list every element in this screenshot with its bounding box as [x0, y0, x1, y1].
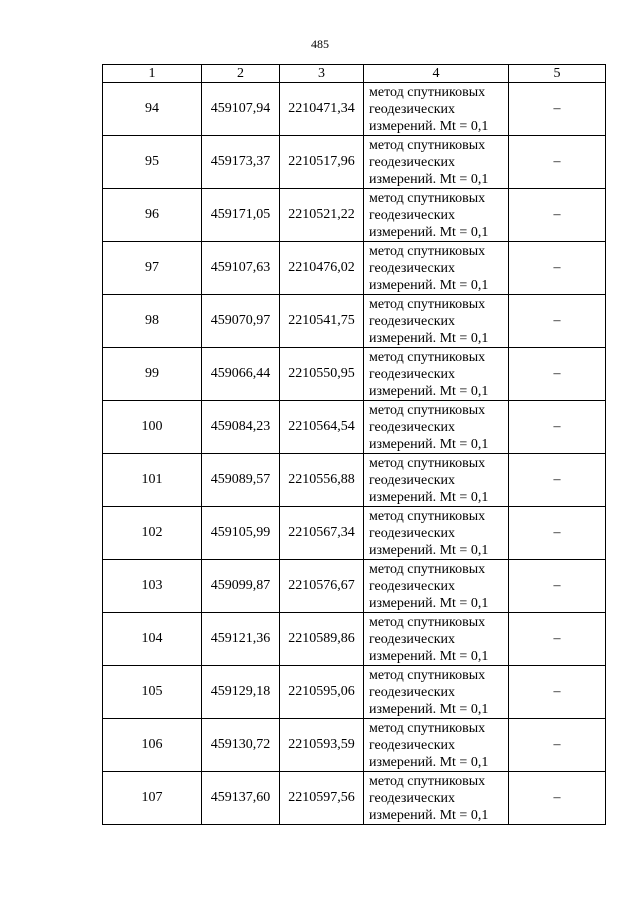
method-line-2: геодезических — [369, 207, 456, 223]
coordinate-y: 2210471,34 — [280, 83, 364, 136]
note-cell: – — [509, 83, 606, 136]
method-line-2: геодезических — [369, 260, 456, 276]
point-number: 100 — [103, 401, 202, 454]
method-line-3: измерений. Mt = 0,1 — [369, 648, 489, 664]
table-header-row — [103, 65, 606, 83]
measurement-method — [364, 242, 509, 295]
method-line-3: измерений. Mt = 0,1 — [369, 754, 489, 770]
method-line-2: геодезических — [369, 313, 456, 329]
coordinate-x: 459099,87 — [202, 560, 280, 613]
coordinate-y: 2210576,67 — [280, 560, 364, 613]
coordinates-table — [102, 64, 606, 825]
point-number: 99 — [103, 348, 202, 401]
method-line-2: геодезических — [369, 419, 456, 435]
method-line-1: метод спутниковых — [369, 773, 486, 789]
method-line-2: геодезических — [369, 101, 456, 117]
method-line-3: измерений. Mt = 0,1 — [369, 277, 489, 293]
method-line-1: метод спутниковых — [369, 243, 486, 259]
measurement-method — [364, 136, 509, 189]
method-line-1: метод спутниковых — [369, 84, 486, 100]
coordinate-x: 459107,63 — [202, 242, 280, 295]
coordinate-x: 459129,18 — [202, 666, 280, 719]
point-number: 104 — [103, 613, 202, 666]
measurement-method — [364, 454, 509, 507]
method-line-3: измерений. Mt = 0,1 — [369, 383, 489, 399]
method-line-2: геодезических — [369, 366, 456, 382]
measurement-method — [364, 295, 509, 348]
coordinate-x: 459173,37 — [202, 136, 280, 189]
table-row — [103, 401, 606, 454]
table-row — [103, 772, 606, 825]
note-cell: – — [509, 507, 606, 560]
method-line-1: метод спутниковых — [369, 402, 486, 418]
table-row — [103, 242, 606, 295]
method-line-2: геодезических — [369, 578, 456, 594]
note-cell: – — [509, 772, 606, 825]
method-line-3: измерений. Mt = 0,1 — [369, 807, 489, 823]
table-row — [103, 83, 606, 136]
measurement-method — [364, 348, 509, 401]
measurement-method — [364, 507, 509, 560]
table-row — [103, 348, 606, 401]
coordinate-x: 459066,44 — [202, 348, 280, 401]
coordinate-x: 459137,60 — [202, 772, 280, 825]
point-number: 101 — [103, 454, 202, 507]
table-row — [103, 719, 606, 772]
page-number: 485 — [311, 37, 329, 51]
measurement-method — [364, 772, 509, 825]
coordinate-y: 2210517,96 — [280, 136, 364, 189]
method-line-2: геодезических — [369, 684, 456, 700]
note-cell: – — [509, 348, 606, 401]
method-line-1: метод спутниковых — [369, 455, 486, 471]
note-cell: – — [509, 719, 606, 772]
coordinate-y: 2210564,54 — [280, 401, 364, 454]
measurement-method — [364, 401, 509, 454]
coordinate-y: 2210589,86 — [280, 613, 364, 666]
note-cell: – — [509, 189, 606, 242]
method-line-2: геодезических — [369, 525, 456, 541]
method-line-1: метод спутниковых — [369, 667, 486, 683]
coordinate-x: 459171,05 — [202, 189, 280, 242]
column-header-1: 1 — [103, 65, 202, 83]
coordinate-y: 2210567,34 — [280, 507, 364, 560]
coordinate-x: 459105,99 — [202, 507, 280, 560]
point-number: 95 — [103, 136, 202, 189]
method-line-3: измерений. Mt = 0,1 — [369, 330, 489, 346]
note-cell: – — [509, 454, 606, 507]
table-row — [103, 507, 606, 560]
point-number: 97 — [103, 242, 202, 295]
method-line-1: метод спутниковых — [369, 349, 486, 365]
method-line-3: измерений. Mt = 0,1 — [369, 224, 489, 240]
method-line-1: метод спутниковых — [369, 508, 486, 524]
point-number: 105 — [103, 666, 202, 719]
coordinate-y: 2210556,88 — [280, 454, 364, 507]
table-row — [103, 454, 606, 507]
column-header-4: 4 — [364, 65, 509, 83]
measurement-method — [364, 666, 509, 719]
point-number: 98 — [103, 295, 202, 348]
note-cell: – — [509, 401, 606, 454]
method-line-1: метод спутниковых — [369, 561, 486, 577]
column-header-2: 2 — [202, 65, 280, 83]
point-number: 107 — [103, 772, 202, 825]
measurement-method — [364, 560, 509, 613]
coordinate-x: 459089,57 — [202, 454, 280, 507]
point-number: 94 — [103, 83, 202, 136]
method-line-3: измерений. Mt = 0,1 — [369, 118, 489, 134]
table-body — [103, 83, 606, 825]
coordinate-y: 2210593,59 — [280, 719, 364, 772]
coordinate-x: 459130,72 — [202, 719, 280, 772]
method-line-1: метод спутниковых — [369, 137, 486, 153]
method-line-1: метод спутниковых — [369, 720, 486, 736]
coordinate-x: 459070,97 — [202, 295, 280, 348]
note-cell: – — [509, 136, 606, 189]
table-row — [103, 136, 606, 189]
coordinate-y: 2210476,02 — [280, 242, 364, 295]
note-cell: – — [509, 613, 606, 666]
note-cell: – — [509, 295, 606, 348]
method-line-1: метод спутниковых — [369, 614, 486, 630]
measurement-method — [364, 189, 509, 242]
column-header-5: 5 — [509, 65, 606, 83]
coordinate-y: 2210595,06 — [280, 666, 364, 719]
method-line-2: геодезических — [369, 154, 456, 170]
measurement-method — [364, 719, 509, 772]
point-number: 102 — [103, 507, 202, 560]
point-number: 103 — [103, 560, 202, 613]
note-cell: – — [509, 560, 606, 613]
table-row — [103, 666, 606, 719]
coordinate-y: 2210541,75 — [280, 295, 364, 348]
table-row — [103, 613, 606, 666]
column-header-3: 3 — [280, 65, 364, 83]
point-number: 106 — [103, 719, 202, 772]
measurement-method — [364, 83, 509, 136]
method-line-3: измерений. Mt = 0,1 — [369, 436, 489, 452]
method-line-3: измерений. Mt = 0,1 — [369, 489, 489, 505]
method-line-3: измерений. Mt = 0,1 — [369, 595, 489, 611]
method-line-2: геодезических — [369, 472, 456, 488]
coordinate-y: 2210597,56 — [280, 772, 364, 825]
note-cell: – — [509, 242, 606, 295]
coordinate-y: 2210550,95 — [280, 348, 364, 401]
method-line-3: измерений. Mt = 0,1 — [369, 701, 489, 717]
point-number: 96 — [103, 189, 202, 242]
table-row — [103, 189, 606, 242]
coordinate-y: 2210521,22 — [280, 189, 364, 242]
method-line-3: измерений. Mt = 0,1 — [369, 542, 489, 558]
coordinate-x: 459107,94 — [202, 83, 280, 136]
method-line-2: геодезических — [369, 790, 456, 806]
method-line-1: метод спутниковых — [369, 190, 486, 206]
table-row — [103, 560, 606, 613]
method-line-2: геодезических — [369, 737, 456, 753]
method-line-1: метод спутниковых — [369, 296, 486, 312]
coordinate-x: 459121,36 — [202, 613, 280, 666]
note-cell: – — [509, 666, 606, 719]
table-row — [103, 295, 606, 348]
method-line-3: измерений. Mt = 0,1 — [369, 171, 489, 187]
coordinate-x: 459084,23 — [202, 401, 280, 454]
method-line-2: геодезических — [369, 631, 456, 647]
measurement-method — [364, 613, 509, 666]
